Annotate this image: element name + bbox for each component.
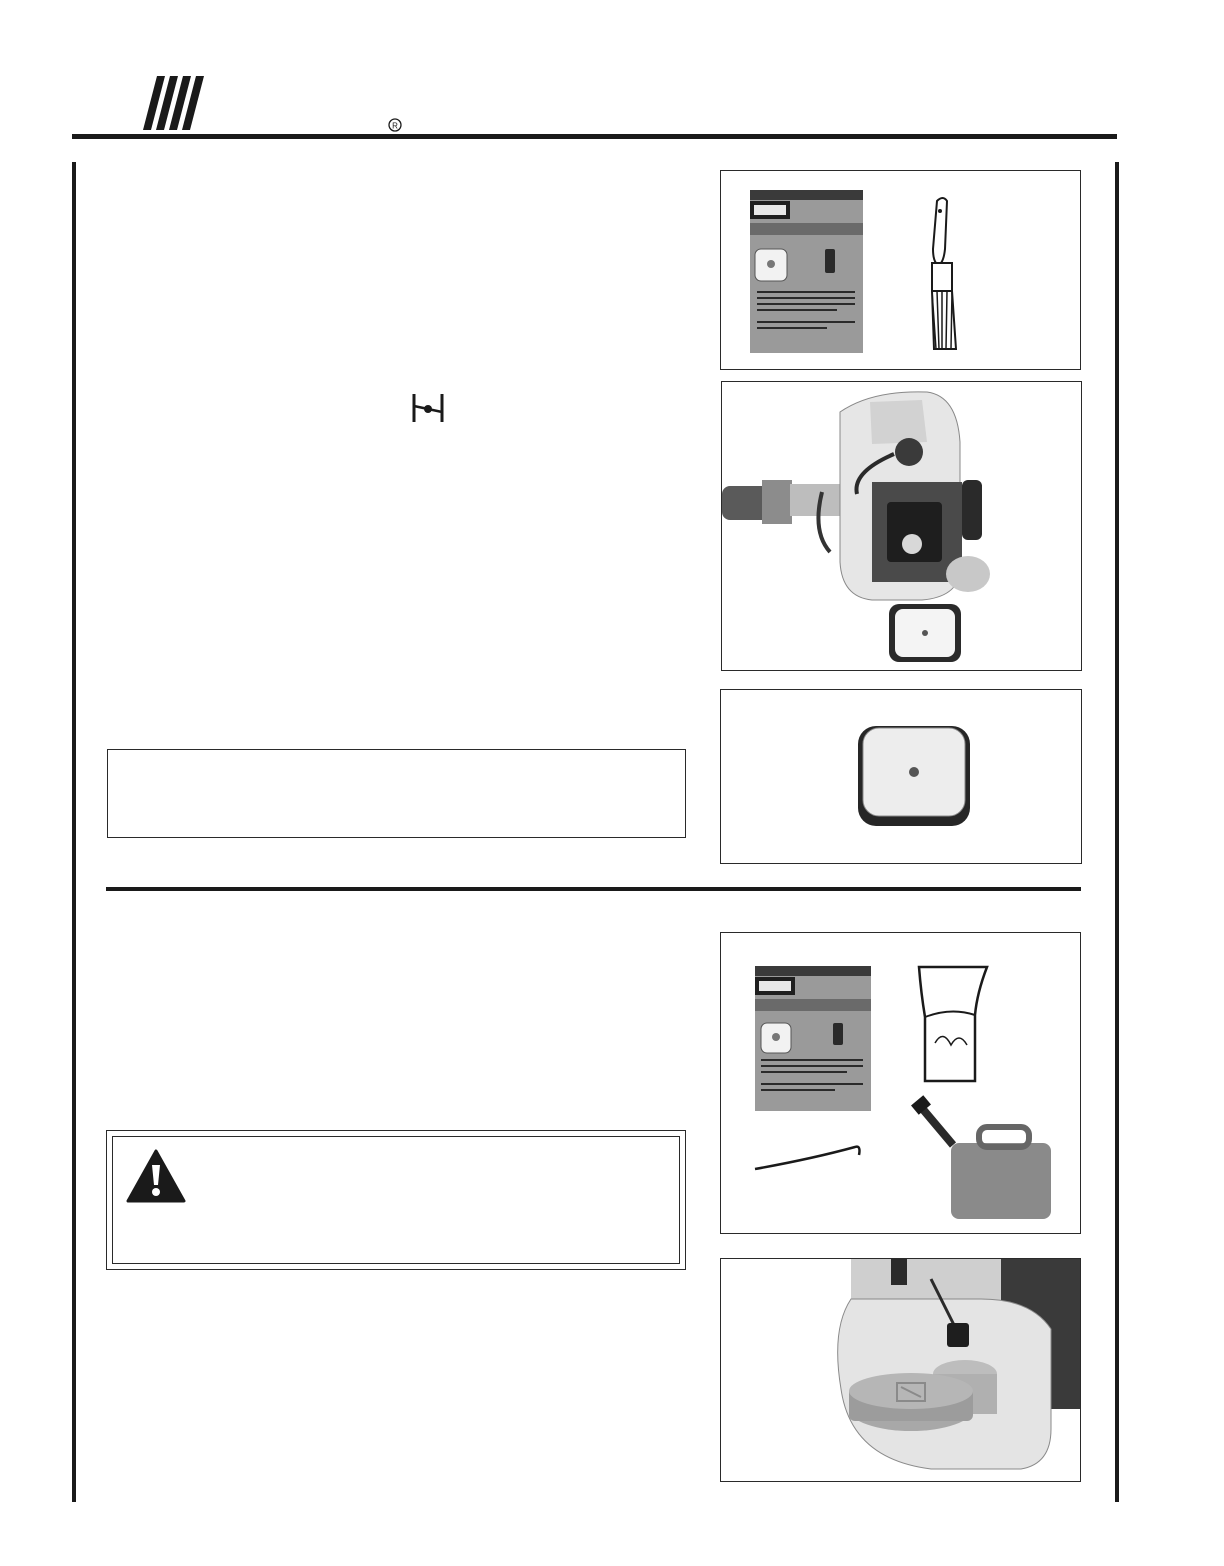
photo-air-filter	[720, 689, 1082, 864]
photo-fuel-tank	[720, 1258, 1081, 1482]
left-margin-rule	[72, 162, 76, 1502]
header-rule	[72, 134, 1117, 139]
svg-text:R: R	[392, 121, 398, 131]
right-margin-rule	[1115, 162, 1119, 1502]
section-divider	[106, 887, 1081, 891]
note-box	[107, 749, 686, 838]
warning-triangle-icon	[126, 1149, 186, 1203]
warning-box	[106, 1130, 686, 1270]
choke-position-icon	[411, 392, 445, 424]
warning-box-inner	[112, 1136, 680, 1264]
photo-filter-kit-and-brush	[720, 170, 1081, 370]
echo-logo	[143, 74, 405, 132]
photo-tools-and-fuel-can	[720, 932, 1081, 1234]
photo-engine-filter-removed	[721, 381, 1082, 671]
